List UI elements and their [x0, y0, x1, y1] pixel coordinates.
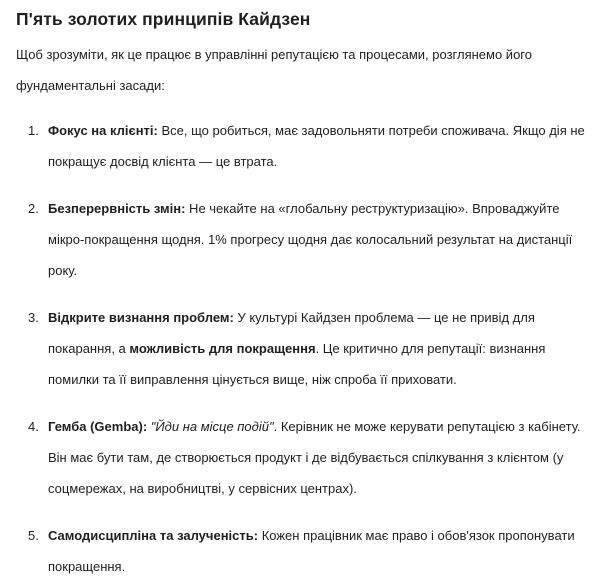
list-item — [16, 115, 595, 177]
list-item — [16, 411, 595, 504]
principle-text: Все, що робиться, має задовольняти потреби споживача. Якщо дія не покращує досвід клієнта — це втрата. — [48, 123, 585, 169]
principle-text: Не чекайте на «глобальну реструктуризацію». Впроваджуйте мікро-покращення щодня. 1% прогресу щодня дає колосальний результат на дистанції року. — [48, 201, 573, 278]
principle-heading: Гемба (Gemba): — [48, 419, 148, 434]
list-item — [16, 520, 595, 582]
list-item — [16, 302, 595, 395]
principle-quote: "Йди на місце подій" — [147, 419, 274, 434]
list-number: 2. — [28, 201, 39, 216]
principle-text: У культурі Кайдзен проблема — це не привід для покарання, а — [48, 310, 535, 356]
page-title: П'ять золотих принципів Кайдзен — [16, 9, 311, 29]
principle-text: Кожен працівник має право і обов'язок пропонувати покращення. — [48, 528, 575, 574]
principle-text: . Керівник не може керувати репутацією з кабінету. Він має бути там, де створюється продукт і де відбувається спілкування з клієнтом (у соцмережах, на виробництві, у сервісних центрах). — [48, 419, 581, 496]
list-number: 3. — [28, 310, 39, 325]
principle-text: . Це критично для репутації: визнання помилки та її виправлення цінується вище, ніж спроба її приховати. — [48, 341, 546, 387]
principle-heading: Відкрите визнання проблем: — [48, 310, 234, 325]
principle-heading: Безперервність змін: — [48, 201, 186, 216]
principle-heading: Фокус на клієнті: — [48, 123, 158, 138]
principle-emphasis: можливість для покращення — [129, 341, 316, 356]
list-number: 1. — [28, 123, 39, 138]
intro-paragraph: Щоб зрозуміти, як це працює в управлінні репутацією та процесами, розглянемо його фундаментальні засади: — [16, 47, 532, 93]
list-number: 4. — [28, 419, 39, 434]
principle-heading: Самодисципліна та залученість: — [48, 528, 259, 543]
list-item — [16, 193, 595, 286]
list-number: 5. — [28, 528, 39, 543]
